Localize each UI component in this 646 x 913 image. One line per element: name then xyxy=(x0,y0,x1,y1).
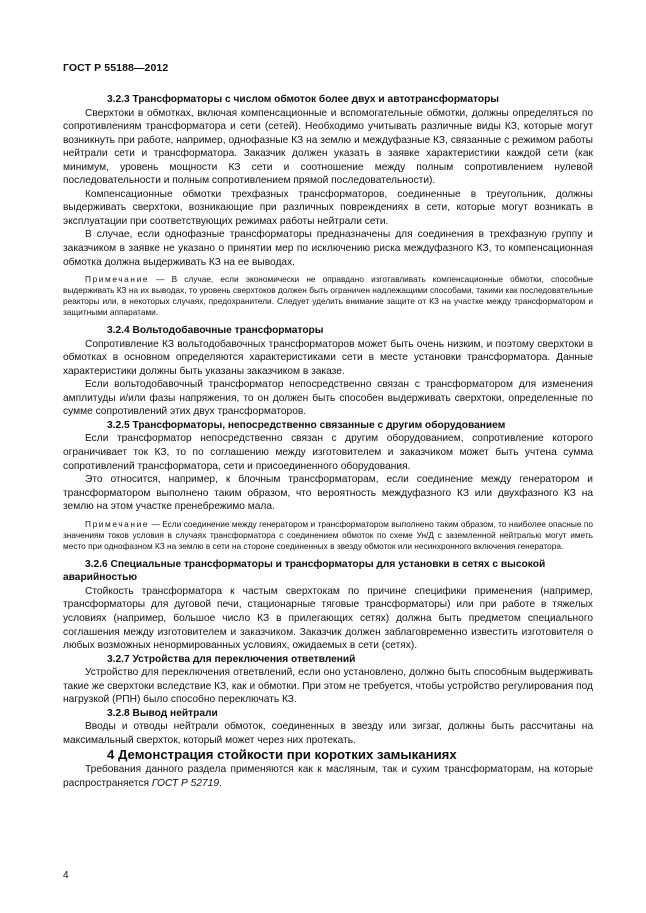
section-3-2-4-paragraph-2: Если вольтодобавочный трансформатор непосредственно связан с трансформатором для изменения амплитуды и/или фазы напряжения, то он должен быть способен выдерживать сверхтоки, определенные по сумме сопротивлений этих двух трансформаторов. xyxy=(63,379,593,418)
section-3-2-3-paragraph-3: В случае, если однофазные трансформаторы предназначены для соединения в трехфазную группу и заказчиком в заявке не указано о принятии мер по исключению риска междуфазного КЗ, то компенсационная обмотка должна выдерживать КЗ на ее выводах. xyxy=(63,229,593,268)
note-text: — Если соединение между генератором и трансформатором выполнено таким образом, то наиболее опасные по значениям токов условия в случаях трансформатора с соединением обмоток по схеме Ун/Д с заземленной нейтралью могут иметь место при однофазном КЗ на землю в сети на стороне соединенных в звезду обмоток или несинхронного включения генератора. xyxy=(63,518,593,551)
section-3-2-5-paragraph-2: Это относится, например, к блочным трансформаторам, если соединение между генератором и трансформатором выполнено таким образом, что вероятность междуфазного КЗ или двухфазного КЗ на землю на этом участке пренебрежимо мала. xyxy=(63,474,593,513)
document-body xyxy=(63,93,593,791)
section-3-2-6-heading: 3.2.6 Специальные трансформаторы и трансформаторы для установки в сетях с высокой аварийностью xyxy=(63,558,546,584)
section-3-2-3-paragraph-1: Сверхтоки в обмотках, включая компенсационные и вспомогательные обмотки, должны определяться по сопротивлениям трансформатора и сети (сетей). Необходимо учитывать различные виды КЗ, которые могут возникнуть при работе, например, однофазные КЗ на землю и междуфазные КЗ, связанные с режимом работы нейтрали сети и трансформатора. Заказчик должен указать в заявке характеристики каждой сети (как минимум, уровень мощности КЗ сети и соотношение между полным сопротивлением нулевой последовательности и полным сопротивлением прямой последовательности). xyxy=(63,107,593,187)
section-4-text-end: . xyxy=(218,777,222,789)
section-3-2-3-paragraph-2: Компенсационные обмотки трехфазных трансформаторов, соединенные в треугольник, должны выдерживать сверхтоки, возникающие при различных повреждениях в сети, которые могут возникать в эксплуатации при соответствующих режимах работы нейтрали сети. xyxy=(63,188,593,227)
section-3-2-5-paragraph-1: Если трансформатор непосредственно связан с другим оборудованием, сопротивление которого ограничивает ток КЗ, то по соглашению между изготовителем и заказчиком может быть учтена сумма сопротивлений трансформатора, сети и присоединенного оборудования. xyxy=(63,433,593,472)
section-3-2-8-paragraph-1: Вводы и отводы нейтрали обмоток, соединенных в звезду или зигзаг, должны быть рассчитаны на максимальный сверхток, который может через них протекать. xyxy=(63,721,593,746)
section-3-2-4-paragraph-1: Сопротивление КЗ вольтодобавочных трансформаторов может быть очень низким, и поэтому сверхтоки в обмотках в основном определяются характеристиками сети в месте установки трансформатора. Данные характеристики должны быть указаны заказчиком в заказе. xyxy=(63,338,593,377)
section-3-2-7-paragraph-1: Устройство для переключения ответвлений, если оно установлено, должно быть способным выдерживать такие же сверхтоки вследствие КЗ, как и обмотки. При этом не требуется, чтобы устройство регулирования под нагрузкой (РПН) было способно переключать КЗ. xyxy=(63,667,593,706)
standard-reference: ГОСТ Р 52719 xyxy=(151,777,219,789)
section-4-text: Требования данного раздела применяются как к масляным, так и сухим трансформаторам, на которые распространяется xyxy=(63,764,593,789)
section-3-2-7-heading: 3.2.7 Устройства для переключения ответвлений xyxy=(107,653,356,665)
section-3-2-3-heading: 3.2.3 Трансформаторы с числом обмоток более двух и автотрансформаторы xyxy=(107,94,500,105)
note-label: Примечание xyxy=(85,274,150,285)
note-label: Примечание xyxy=(85,518,150,529)
section-3-2-8-heading: 3.2.8 Вывод нейтрали xyxy=(107,707,218,719)
note-text: — В случае, если экономически не оправдано изготавливать компенсационные обмотки, способные выдерживать КЗ на их выводах, то уровень сверхтоков должен быть ограничен надлежащими способами, такими как последовательные реакторы или, в некоторых случаях, предохранители. Следует уделить внимание защите от КЗ на участке между трансформатором и защитными аппаратами. xyxy=(63,274,593,318)
section-4-heading: 4 Демонстрация стойкости при коротких замыканиях xyxy=(107,747,457,763)
document-header: ГОСТ Р 55188—2012 xyxy=(63,62,169,74)
section-3-2-5-note xyxy=(63,519,593,552)
page-number: 4 xyxy=(63,870,69,881)
section-3-2-6-paragraph-1: Стойкость трансформатора к частым сверхтокам по причине специфики применения (например, трансформаторы для дуговой печи, стационарные тяговые трансформаторы) или при работе в тяжелых условиях (например, большое число КЗ в прилегающих сетях) должна быть предметом специального соглашения между изготовителем и заказчиком. Заказчик должен заблаговременно известить изготовителя о любых возможных ненормированных условиях, ожидаемых в сети (сетях). xyxy=(63,585,593,652)
section-3-2-5-heading: 3.2.5 Трансформаторы, непосредственно связанные с другим оборудованием xyxy=(107,419,506,431)
section-3-2-3-note xyxy=(63,274,593,318)
section-3-2-4-heading: 3.2.4 Вольтодобавочные трансформаторы xyxy=(107,325,324,337)
section-4-paragraph-1 xyxy=(63,763,593,790)
